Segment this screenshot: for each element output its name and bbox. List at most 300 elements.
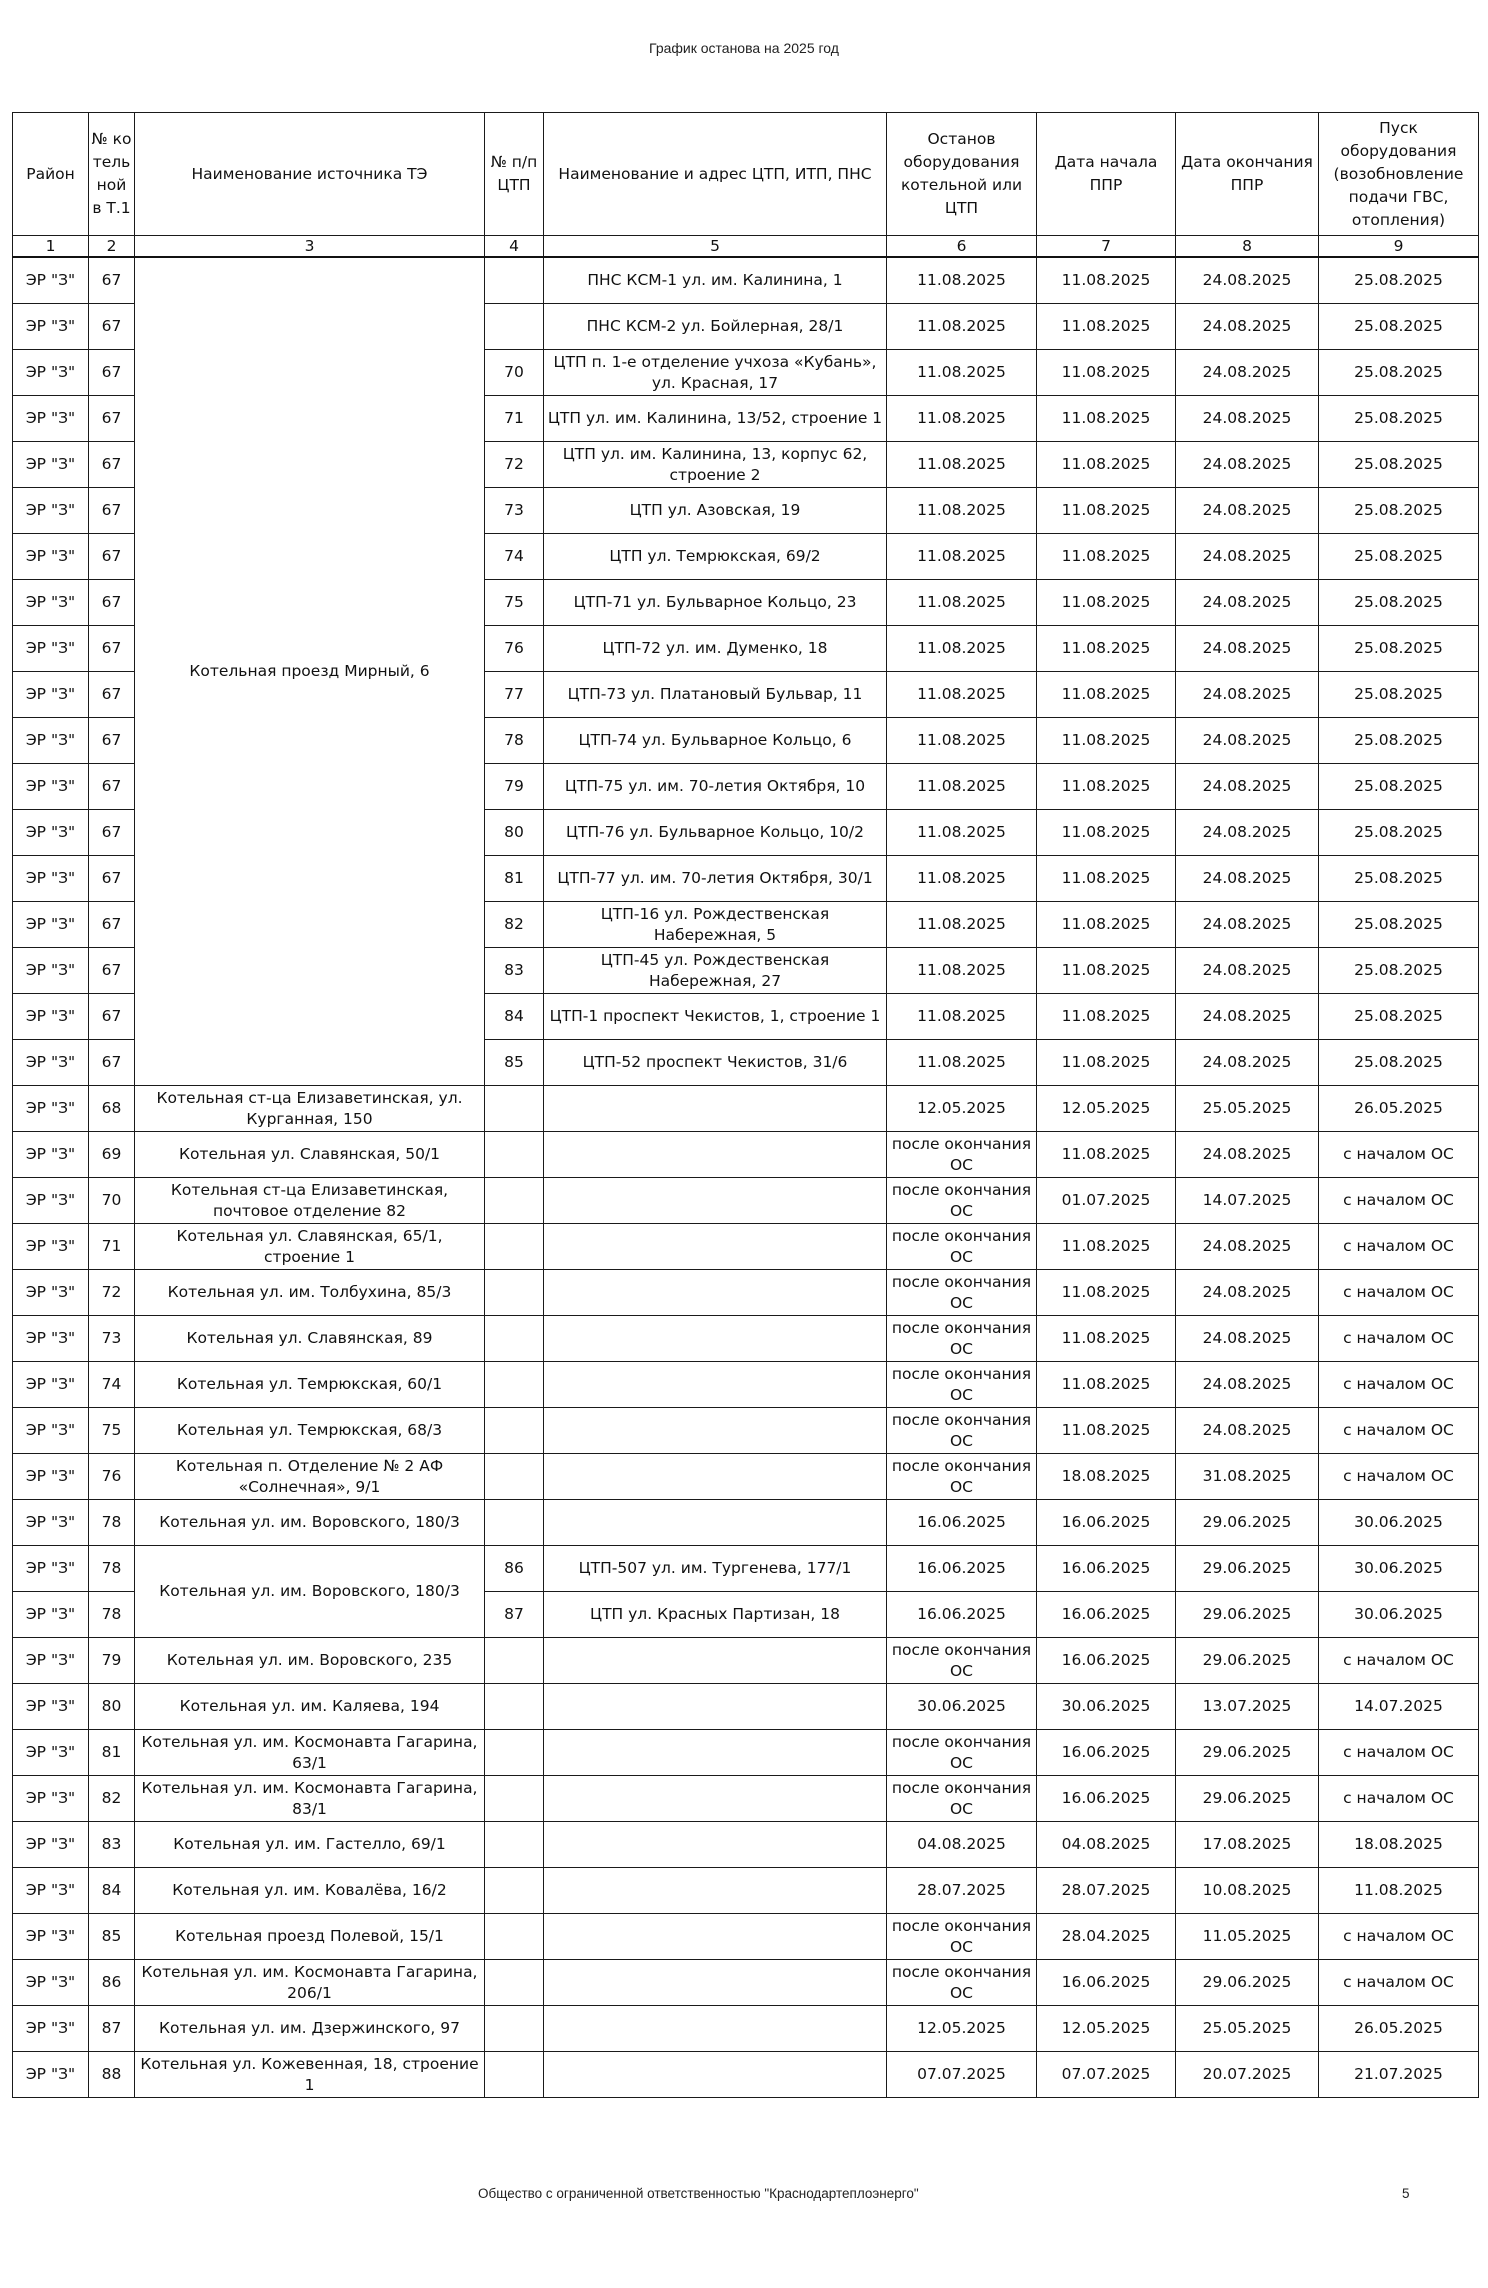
district-cell: ЭР "З": [13, 1178, 89, 1224]
equipment-launch-cell: с началом ОС: [1319, 1270, 1479, 1316]
header-heat-source: Наименование источника ТЭ: [135, 113, 485, 236]
equipment-launch-cell: 25.08.2025: [1319, 257, 1479, 304]
equipment-launch-cell: 25.08.2025: [1319, 764, 1479, 810]
table-row: [13, 1546, 1479, 1592]
ctp-name-cell: [544, 1224, 887, 1270]
ctp-name-cell: ЦТП-16 ул. Рождественская Набережная, 5: [544, 902, 887, 948]
equipment-stop-cell: 16.06.2025: [887, 1546, 1037, 1592]
district-cell: ЭР "З": [13, 1040, 89, 1086]
ppr-start-cell: 11.08.2025: [1037, 534, 1176, 580]
boiler-number-cell: 88: [89, 2052, 135, 2098]
table-row: [13, 1178, 1479, 1224]
ctp-number-cell: 83: [485, 948, 544, 994]
ppr-start-cell: 11.08.2025: [1037, 1362, 1176, 1408]
equipment-stop-cell: 11.08.2025: [887, 350, 1037, 396]
header-equipment-launch: Пуск оборудования (возобновление подачи ГВС, отопления): [1319, 113, 1479, 236]
equipment-launch-cell: 25.08.2025: [1319, 396, 1479, 442]
ppr-end-cell: 25.05.2025: [1176, 2006, 1319, 2052]
district-cell: ЭР "З": [13, 672, 89, 718]
boiler-number-cell: 78: [89, 1546, 135, 1592]
equipment-launch-cell: 26.05.2025: [1319, 1086, 1479, 1132]
header-ctp-number: № п/п ЦТП: [485, 113, 544, 236]
equipment-stop-cell: 16.06.2025: [887, 1500, 1037, 1546]
boiler-number-cell: 87: [89, 2006, 135, 2052]
ppr-start-cell: 11.08.2025: [1037, 764, 1176, 810]
equipment-launch-cell: 25.08.2025: [1319, 948, 1479, 994]
ppr-start-cell: 16.06.2025: [1037, 1546, 1176, 1592]
ppr-start-cell: 16.06.2025: [1037, 1638, 1176, 1684]
heat-source-cell: Котельная ул. им. Толбухина, 85/3: [135, 1270, 485, 1316]
equipment-stop-cell: 30.06.2025: [887, 1684, 1037, 1730]
equipment-stop-cell: 11.08.2025: [887, 1040, 1037, 1086]
heat-source-cell: Котельная ул. Славянская, 50/1: [135, 1132, 485, 1178]
heat-source-cell: Котельная ул. Темрюкская, 60/1: [135, 1362, 485, 1408]
ppr-start-cell: 11.08.2025: [1037, 442, 1176, 488]
ppr-end-cell: 25.05.2025: [1176, 1086, 1319, 1132]
ppr-start-cell: 11.08.2025: [1037, 856, 1176, 902]
ctp-name-cell: [544, 1776, 887, 1822]
ctp-name-cell: [544, 1868, 887, 1914]
boiler-number-cell: 71: [89, 1224, 135, 1270]
district-cell: ЭР "З": [13, 1500, 89, 1546]
ctp-name-cell: [544, 1408, 887, 1454]
ppr-start-cell: 16.06.2025: [1037, 1960, 1176, 2006]
equipment-stop-cell: после окончания ОС: [887, 1316, 1037, 1362]
equipment-launch-cell: 21.07.2025: [1319, 2052, 1479, 2098]
table-row: [13, 1316, 1479, 1362]
column-number: 3: [135, 236, 485, 258]
equipment-launch-cell: 25.08.2025: [1319, 626, 1479, 672]
equipment-stop-cell: после окончания ОС: [887, 1914, 1037, 1960]
district-cell: ЭР "З": [13, 1914, 89, 1960]
equipment-stop-cell: после окончания ОС: [887, 1224, 1037, 1270]
district-cell: ЭР "З": [13, 1730, 89, 1776]
ppr-end-cell: 24.08.2025: [1176, 626, 1319, 672]
ctp-name-cell: ЦТП-72 ул. им. Думенко, 18: [544, 626, 887, 672]
heat-source-cell: Котельная ул. им. Космонавта Гагарина, 206/1: [135, 1960, 485, 2006]
ppr-end-cell: 24.08.2025: [1176, 1132, 1319, 1178]
district-cell: ЭР "З": [13, 304, 89, 350]
district-cell: ЭР "З": [13, 1362, 89, 1408]
heat-source-cell: Котельная ул. им. Каляева, 194: [135, 1684, 485, 1730]
ppr-end-cell: 24.08.2025: [1176, 350, 1319, 396]
boiler-number-cell: 70: [89, 1178, 135, 1224]
ctp-name-cell: [544, 1132, 887, 1178]
district-cell: ЭР "З": [13, 1546, 89, 1592]
heat-source-cell: Котельная проезд Полевой, 15/1: [135, 1914, 485, 1960]
district-cell: ЭР "З": [13, 2052, 89, 2098]
district-cell: ЭР "З": [13, 1132, 89, 1178]
heat-source-cell: Котельная ул. им. Воровского, 180/3: [135, 1500, 485, 1546]
heat-source-cell: Котельная ул. им. Космонавта Гагарина, 83/1: [135, 1776, 485, 1822]
ctp-name-cell: [544, 1822, 887, 1868]
ppr-end-cell: 24.08.2025: [1176, 994, 1319, 1040]
ctp-number-cell: 74: [485, 534, 544, 580]
ppr-end-cell: 24.08.2025: [1176, 948, 1319, 994]
ppr-end-cell: 10.08.2025: [1176, 1868, 1319, 1914]
table-body: [13, 257, 1479, 2098]
ctp-name-cell: ЦТП ул. Темрюкская, 69/2: [544, 534, 887, 580]
equipment-launch-cell: с началом ОС: [1319, 1776, 1479, 1822]
boiler-number-cell: 67: [89, 856, 135, 902]
equipment-stop-cell: после окончания ОС: [887, 1270, 1037, 1316]
ppr-start-cell: 01.07.2025: [1037, 1178, 1176, 1224]
equipment-launch-cell: с началом ОС: [1319, 1316, 1479, 1362]
equipment-launch-cell: с началом ОС: [1319, 1914, 1479, 1960]
ctp-number-cell: [485, 1960, 544, 2006]
equipment-launch-cell: 26.05.2025: [1319, 2006, 1479, 2052]
ppr-start-cell: 11.08.2025: [1037, 350, 1176, 396]
ctp-name-cell: ЦТП ул. им. Калинина, 13, корпус 62, строение 2: [544, 442, 887, 488]
equipment-launch-cell: с началом ОС: [1319, 1408, 1479, 1454]
ctp-name-cell: [544, 1362, 887, 1408]
boiler-number-cell: 73: [89, 1316, 135, 1362]
equipment-stop-cell: 16.06.2025: [887, 1592, 1037, 1638]
district-cell: ЭР "З": [13, 1960, 89, 2006]
ppr-start-cell: 12.05.2025: [1037, 1086, 1176, 1132]
boiler-number-cell: 80: [89, 1684, 135, 1730]
boiler-number-cell: 84: [89, 1868, 135, 1914]
ctp-name-cell: ЦТП-507 ул. им. Тургенева, 177/1: [544, 1546, 887, 1592]
footer-organization: Общество с ограниченной ответственностью "Краснодартеплоэнерго": [478, 2186, 919, 2201]
equipment-stop-cell: 11.08.2025: [887, 257, 1037, 304]
district-cell: ЭР "З": [13, 1776, 89, 1822]
district-cell: ЭР "З": [13, 1408, 89, 1454]
equipment-launch-cell: 25.08.2025: [1319, 350, 1479, 396]
ppr-start-cell: 11.08.2025: [1037, 718, 1176, 764]
heat-source-cell: Котельная ул. им. Гастелло, 69/1: [135, 1822, 485, 1868]
equipment-launch-cell: 25.08.2025: [1319, 902, 1479, 948]
boiler-number-cell: 67: [89, 810, 135, 856]
district-cell: ЭР "З": [13, 626, 89, 672]
boiler-number-cell: 74: [89, 1362, 135, 1408]
district-cell: ЭР "З": [13, 350, 89, 396]
ppr-start-cell: 30.06.2025: [1037, 1684, 1176, 1730]
boiler-number-cell: 67: [89, 1040, 135, 1086]
ctp-number-cell: [485, 304, 544, 350]
boiler-number-cell: 67: [89, 902, 135, 948]
ctp-number-cell: [485, 1086, 544, 1132]
ppr-end-cell: 20.07.2025: [1176, 2052, 1319, 2098]
equipment-stop-cell: после окончания ОС: [887, 1362, 1037, 1408]
heat-source-cell: Котельная ст-ца Елизаветинская, почтовое отделение 82: [135, 1178, 485, 1224]
district-cell: ЭР "З": [13, 994, 89, 1040]
ppr-end-cell: 24.08.2025: [1176, 1316, 1319, 1362]
ppr-end-cell: 17.08.2025: [1176, 1822, 1319, 1868]
ppr-end-cell: 24.08.2025: [1176, 1362, 1319, 1408]
ppr-start-cell: 04.08.2025: [1037, 1822, 1176, 1868]
ctp-number-cell: [485, 1822, 544, 1868]
ppr-end-cell: 29.06.2025: [1176, 1500, 1319, 1546]
heat-source-cell: Котельная ул. им. Ковалёва, 16/2: [135, 1868, 485, 1914]
ppr-start-cell: 16.06.2025: [1037, 1730, 1176, 1776]
ppr-end-cell: 24.08.2025: [1176, 902, 1319, 948]
ppr-start-cell: 16.06.2025: [1037, 1592, 1176, 1638]
table-row: [13, 1914, 1479, 1960]
district-cell: ЭР "З": [13, 810, 89, 856]
equipment-launch-cell: 25.08.2025: [1319, 856, 1479, 902]
ppr-start-cell: 11.08.2025: [1037, 1270, 1176, 1316]
boiler-number-cell: 67: [89, 718, 135, 764]
ctp-number-cell: [485, 2052, 544, 2098]
ppr-end-cell: 29.06.2025: [1176, 1592, 1319, 1638]
district-cell: ЭР "З": [13, 580, 89, 626]
district-cell: ЭР "З": [13, 902, 89, 948]
equipment-stop-cell: 11.08.2025: [887, 580, 1037, 626]
ctp-name-cell: ЦТП ул. им. Калинина, 13/52, строение 1: [544, 396, 887, 442]
ppr-end-cell: 24.08.2025: [1176, 1270, 1319, 1316]
ctp-name-cell: ЦТП ул. Красных Партизан, 18: [544, 1592, 887, 1638]
ctp-number-cell: [485, 257, 544, 304]
boiler-number-cell: 75: [89, 1408, 135, 1454]
ppr-end-cell: 14.07.2025: [1176, 1178, 1319, 1224]
ppr-start-cell: 16.06.2025: [1037, 1500, 1176, 1546]
district-cell: ЭР "З": [13, 1638, 89, 1684]
district-cell: ЭР "З": [13, 1592, 89, 1638]
ctp-name-cell: ЦТП-45 ул. Рождественская Набережная, 27: [544, 948, 887, 994]
equipment-launch-cell: 30.06.2025: [1319, 1500, 1479, 1546]
table-row: [13, 1684, 1479, 1730]
boiler-number-cell: 67: [89, 534, 135, 580]
document-title: График останова на 2025 год: [649, 40, 839, 56]
equipment-stop-cell: после окончания ОС: [887, 1776, 1037, 1822]
ppr-end-cell: 24.08.2025: [1176, 442, 1319, 488]
ppr-end-cell: 24.08.2025: [1176, 534, 1319, 580]
ctp-number-cell: 70: [485, 350, 544, 396]
district-cell: ЭР "З": [13, 534, 89, 580]
ppr-end-cell: 24.08.2025: [1176, 304, 1319, 350]
ctp-name-cell: [544, 1316, 887, 1362]
ctp-number-cell: 85: [485, 1040, 544, 1086]
ctp-name-cell: ЦТП-71 ул. Бульварное Кольцо, 23: [544, 580, 887, 626]
ppr-end-cell: 24.08.2025: [1176, 718, 1319, 764]
column-number: 6: [887, 236, 1037, 258]
ctp-name-cell: ЦТП-52 проспект Чекистов, 31/6: [544, 1040, 887, 1086]
ctp-name-cell: ЦТП ул. Азовская, 19: [544, 488, 887, 534]
ppr-end-cell: 24.08.2025: [1176, 1224, 1319, 1270]
equipment-launch-cell: 25.08.2025: [1319, 580, 1479, 626]
ctp-number-cell: 76: [485, 626, 544, 672]
equipment-stop-cell: 12.05.2025: [887, 1086, 1037, 1132]
column-number: 5: [544, 236, 887, 258]
heat-source-cell: Котельная проезд Мирный, 6: [135, 257, 485, 1086]
header-boiler-number: № котельной в Т.1: [89, 113, 135, 236]
heat-source-cell: Котельная ул. им. Воровского, 180/3: [135, 1546, 485, 1638]
ppr-start-cell: 11.08.2025: [1037, 1040, 1176, 1086]
ctp-number-cell: [485, 1638, 544, 1684]
ctp-number-cell: 73: [485, 488, 544, 534]
ctp-name-cell: ЦТП-75 ул. им. 70-летия Октября, 10: [544, 764, 887, 810]
equipment-launch-cell: 25.08.2025: [1319, 442, 1479, 488]
equipment-stop-cell: после окончания ОС: [887, 1730, 1037, 1776]
heat-source-cell: Котельная ул. Кожевенная, 18, строение 1: [135, 2052, 485, 2098]
district-cell: ЭР "З": [13, 396, 89, 442]
boiler-number-cell: 67: [89, 948, 135, 994]
ctp-name-cell: ПНС КСМ-2 ул. Бойлерная, 28/1: [544, 304, 887, 350]
boiler-number-cell: 82: [89, 1776, 135, 1822]
ppr-start-cell: 11.08.2025: [1037, 948, 1176, 994]
table-row: [13, 1500, 1479, 1546]
ppr-start-cell: 11.08.2025: [1037, 1132, 1176, 1178]
equipment-stop-cell: 11.08.2025: [887, 994, 1037, 1040]
table-row: [13, 1730, 1479, 1776]
ppr-end-cell: 29.06.2025: [1176, 1546, 1319, 1592]
boiler-number-cell: 76: [89, 1454, 135, 1500]
ppr-end-cell: 24.08.2025: [1176, 1408, 1319, 1454]
equipment-launch-cell: 25.08.2025: [1319, 672, 1479, 718]
equipment-launch-cell: 25.08.2025: [1319, 534, 1479, 580]
header-district: Район: [13, 113, 89, 236]
ctp-name-cell: ЦТП-73 ул. Платановый Бульвар, 11: [544, 672, 887, 718]
district-cell: ЭР "З": [13, 442, 89, 488]
equipment-stop-cell: после окончания ОС: [887, 1638, 1037, 1684]
equipment-stop-cell: после окончания ОС: [887, 1960, 1037, 2006]
ctp-number-cell: [485, 2006, 544, 2052]
ctp-number-cell: [485, 1500, 544, 1546]
ctp-name-cell: ЦТП-1 проспект Чекистов, 1, строение 1: [544, 994, 887, 1040]
table-row: [13, 1822, 1479, 1868]
header-equipment-stop: Останов оборудования котельной или ЦТП: [887, 113, 1037, 236]
table-row: [13, 1224, 1479, 1270]
boiler-number-cell: 86: [89, 1960, 135, 2006]
equipment-launch-cell: с началом ОС: [1319, 1362, 1479, 1408]
equipment-launch-cell: 30.06.2025: [1319, 1592, 1479, 1638]
equipment-stop-cell: 07.07.2025: [887, 2052, 1037, 2098]
ppr-end-cell: 31.08.2025: [1176, 1454, 1319, 1500]
ppr-end-cell: 24.08.2025: [1176, 580, 1319, 626]
column-number: 9: [1319, 236, 1479, 258]
ctp-number-cell: 72: [485, 442, 544, 488]
column-number: 1: [13, 236, 89, 258]
ppr-start-cell: 11.08.2025: [1037, 994, 1176, 1040]
boiler-number-cell: 79: [89, 1638, 135, 1684]
table-row: [13, 1270, 1479, 1316]
boiler-number-cell: 85: [89, 1914, 135, 1960]
ctp-number-cell: 84: [485, 994, 544, 1040]
ctp-name-cell: ЦТП-77 ул. им. 70-летия Октября, 30/1: [544, 856, 887, 902]
heat-source-cell: Котельная ул. им. Космонавта Гагарина, 63/1: [135, 1730, 485, 1776]
ctp-name-cell: ПНС КСМ-1 ул. им. Калинина, 1: [544, 257, 887, 304]
ctp-number-cell: 78: [485, 718, 544, 764]
district-cell: ЭР "З": [13, 1270, 89, 1316]
heat-source-cell: Котельная ул. им. Воровского, 235: [135, 1638, 485, 1684]
header-row: [13, 113, 1479, 236]
ctp-number-cell: [485, 1362, 544, 1408]
ppr-start-cell: 18.08.2025: [1037, 1454, 1176, 1500]
equipment-launch-cell: 18.08.2025: [1319, 1822, 1479, 1868]
boiler-number-cell: 78: [89, 1592, 135, 1638]
equipment-launch-cell: 11.08.2025: [1319, 1868, 1479, 1914]
ctp-number-cell: [485, 1914, 544, 1960]
equipment-launch-cell: 25.08.2025: [1319, 810, 1479, 856]
table-row: [13, 1960, 1479, 2006]
ctp-name-cell: ЦТП п. 1-е отделение учхоза «Кубань», ул. Красная, 17: [544, 350, 887, 396]
district-cell: ЭР "З": [13, 1316, 89, 1362]
equipment-stop-cell: после окончания ОС: [887, 1408, 1037, 1454]
equipment-stop-cell: 11.08.2025: [887, 856, 1037, 902]
equipment-launch-cell: с началом ОС: [1319, 1454, 1479, 1500]
ppr-end-cell: 29.06.2025: [1176, 1776, 1319, 1822]
ppr-end-cell: 24.08.2025: [1176, 488, 1319, 534]
equipment-launch-cell: с началом ОС: [1319, 1638, 1479, 1684]
ctp-number-cell: 77: [485, 672, 544, 718]
district-cell: ЭР "З": [13, 488, 89, 534]
ppr-start-cell: 11.08.2025: [1037, 672, 1176, 718]
ctp-number-cell: 81: [485, 856, 544, 902]
equipment-launch-cell: с началом ОС: [1319, 1224, 1479, 1270]
equipment-launch-cell: 30.06.2025: [1319, 1546, 1479, 1592]
equipment-stop-cell: после окончания ОС: [887, 1132, 1037, 1178]
district-cell: ЭР "З": [13, 257, 89, 304]
table-row: [13, 1086, 1479, 1132]
ctp-name-cell: [544, 1960, 887, 2006]
ppr-end-cell: 29.06.2025: [1176, 1960, 1319, 2006]
ppr-end-cell: 24.08.2025: [1176, 764, 1319, 810]
district-cell: ЭР "З": [13, 718, 89, 764]
ctp-number-cell: [485, 1132, 544, 1178]
header-ppr-start: Дата начала ППР: [1037, 113, 1176, 236]
ctp-name-cell: [544, 2006, 887, 2052]
equipment-stop-cell: 11.08.2025: [887, 810, 1037, 856]
page-number: 5: [1402, 2186, 1410, 2201]
equipment-stop-cell: 28.07.2025: [887, 1868, 1037, 1914]
equipment-launch-cell: 25.08.2025: [1319, 488, 1479, 534]
ctp-name-cell: [544, 1178, 887, 1224]
equipment-stop-cell: 11.08.2025: [887, 534, 1037, 580]
ppr-end-cell: 11.05.2025: [1176, 1914, 1319, 1960]
column-number: 7: [1037, 236, 1176, 258]
stop-schedule-table: [12, 112, 1479, 2098]
ctp-name-cell: [544, 1684, 887, 1730]
ppr-end-cell: 24.08.2025: [1176, 1040, 1319, 1086]
boiler-number-cell: 67: [89, 672, 135, 718]
ctp-name-cell: [544, 1730, 887, 1776]
ppr-start-cell: 11.08.2025: [1037, 488, 1176, 534]
heat-source-cell: Котельная ул. Славянская, 65/1, строение 1: [135, 1224, 485, 1270]
equipment-stop-cell: 11.08.2025: [887, 396, 1037, 442]
ctp-number-cell: 80: [485, 810, 544, 856]
ctp-number-cell: [485, 1868, 544, 1914]
boiler-number-cell: 69: [89, 1132, 135, 1178]
column-number-row: [13, 236, 1479, 258]
ctp-number-cell: 87: [485, 1592, 544, 1638]
equipment-stop-cell: после окончания ОС: [887, 1178, 1037, 1224]
ctp-name-cell: [544, 1270, 887, 1316]
ppr-start-cell: 11.08.2025: [1037, 902, 1176, 948]
boiler-number-cell: 67: [89, 257, 135, 304]
heat-source-cell: Котельная ул. Славянская, 89: [135, 1316, 485, 1362]
boiler-number-cell: 72: [89, 1270, 135, 1316]
ctp-name-cell: [544, 2052, 887, 2098]
ppr-end-cell: 29.06.2025: [1176, 1730, 1319, 1776]
boiler-number-cell: 67: [89, 764, 135, 810]
equipment-stop-cell: 11.08.2025: [887, 626, 1037, 672]
ctp-number-cell: [485, 1454, 544, 1500]
equipment-stop-cell: 11.08.2025: [887, 488, 1037, 534]
ctp-number-cell: 71: [485, 396, 544, 442]
equipment-stop-cell: 11.08.2025: [887, 672, 1037, 718]
ppr-start-cell: 11.08.2025: [1037, 1224, 1176, 1270]
column-number: 4: [485, 236, 544, 258]
heat-source-cell: Котельная ст-ца Елизаветинская, ул. Курганная, 150: [135, 1086, 485, 1132]
boiler-number-cell: 81: [89, 1730, 135, 1776]
ctp-name-cell: ЦТП-76 ул. Бульварное Кольцо, 10/2: [544, 810, 887, 856]
boiler-number-cell: 78: [89, 1500, 135, 1546]
table-row: [13, 1362, 1479, 1408]
equipment-stop-cell: 11.08.2025: [887, 442, 1037, 488]
equipment-stop-cell: после окончания ОС: [887, 1454, 1037, 1500]
equipment-launch-cell: с началом ОС: [1319, 1132, 1479, 1178]
